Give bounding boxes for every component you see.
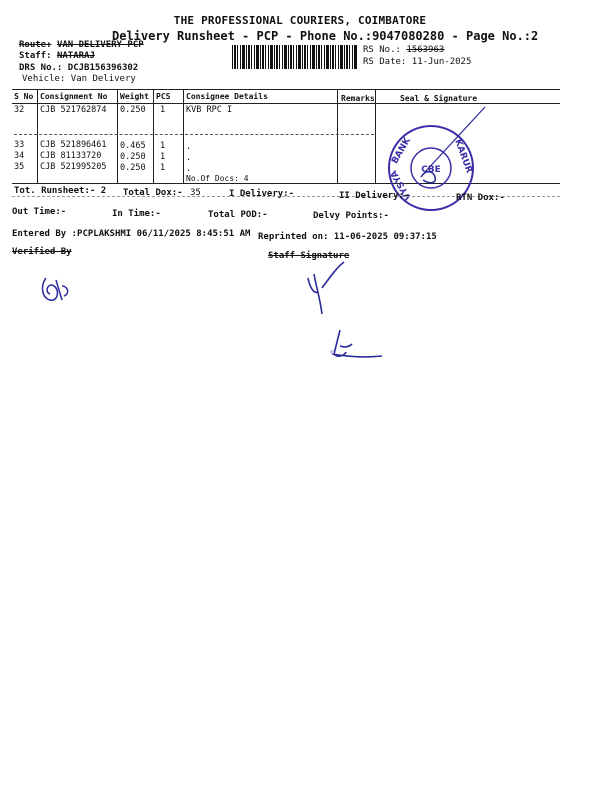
row-pcs: 1 [160, 105, 166, 115]
staff-signature-label: Staff Signature [268, 251, 350, 261]
drs-value: DCJB156396302 [67, 63, 139, 73]
barcode [232, 45, 357, 69]
row-consignment: CJB 521896461 [40, 140, 107, 150]
vehicle-label: Vehicle: [22, 74, 66, 84]
table-top-border [12, 89, 560, 90]
drs-label: DRS No.: [19, 63, 63, 73]
row-weight: 0.465 [120, 141, 146, 151]
vehicle-value: Van Delivery [70, 74, 136, 84]
rs-date-line [363, 57, 471, 67]
verifier-signature [36, 272, 76, 312]
col-header-seal: Seal & Signature [400, 94, 478, 103]
staff-label: Staff: [19, 51, 52, 61]
reprinted-on: Reprinted on: 11-06-2025 09:37:15 [258, 232, 437, 242]
entered-by: Entered By :PCPLAKSHMI 06/11/2025 8:45:51 AM [12, 229, 251, 239]
row-details: . [186, 142, 192, 152]
table-header-border [12, 103, 560, 104]
row-sno: 35 [14, 162, 25, 172]
ii-delivery: II Delivery:- [339, 191, 410, 201]
rs-no-value: 1563963 [406, 45, 445, 55]
row-consignment: CJB 521995205 [40, 162, 107, 172]
total-pod: Total POD:- [208, 210, 268, 220]
svg-text:KARUR: KARUR [452, 138, 474, 175]
col-header-consignment: Consignment No [40, 92, 108, 101]
no-of-docs: No.Of Docs: 4 [186, 174, 249, 183]
col-divider [37, 89, 38, 183]
row-details: KVB RPC I [186, 105, 233, 115]
svg-text:BANK: BANK [390, 136, 413, 166]
staff-line [19, 51, 95, 61]
row-pcs: 1 [160, 152, 166, 162]
row-details: . [186, 164, 192, 174]
col-divider [337, 89, 338, 183]
route-value: VAN DELIVERY PCP [56, 40, 144, 50]
col-header-weight: Weight [120, 92, 149, 101]
col-divider [375, 89, 376, 183]
row-weight: 0.250 [120, 152, 146, 162]
total-dox-label: Total Dox:- [123, 188, 183, 198]
total-dox-value: 35 [190, 188, 201, 198]
staff-signature [300, 258, 350, 318]
col-divider [183, 89, 184, 183]
svg-text:CBE: CBE [421, 165, 441, 175]
in-time: In Time:- [112, 209, 161, 219]
col-header-remarks: Remarks [341, 94, 375, 103]
row-separator [14, 134, 374, 135]
row-weight: 0.250 [120, 105, 146, 115]
col-header-pcs: PCS [156, 92, 171, 101]
vehicle-line [22, 74, 136, 84]
rs-no-line [363, 45, 444, 55]
row-sno: 33 [14, 140, 25, 150]
row-consignment: CJB 81133720 [40, 151, 102, 161]
tot-runsheet: Tot. Runsheet:- 2 [14, 186, 107, 196]
company-title: THE PROFESSIONAL COURIERS, COIMBATORE [173, 14, 427, 27]
staff-value: NATARAJ [56, 51, 95, 61]
col-divider [117, 89, 118, 183]
svg-text:VYSYA: VYSYA [389, 168, 415, 202]
rs-date-value: 11-Jun-2025 [411, 57, 472, 67]
row-pcs: 1 [160, 141, 166, 151]
col-divider [153, 89, 154, 183]
row-consignment: CJB 521762874 [40, 105, 107, 115]
rtn-dox: RTN Dox:- [456, 193, 505, 203]
out-time: Out Time:- [12, 207, 67, 217]
col-header-details: Consignee Details [186, 92, 268, 101]
row-details: . [186, 153, 192, 163]
rs-date-label: RS Date: [363, 57, 407, 67]
i-delivery: I Delivery:- [229, 189, 295, 199]
row-sno: 34 [14, 151, 25, 161]
delvy-points: Delvy Points:- [313, 211, 389, 221]
row-weight: 0.250 [120, 163, 146, 173]
col-header-sno: S No [14, 92, 34, 101]
drs-line [19, 63, 138, 73]
verified-by-label: Verified By [12, 247, 72, 257]
row-pcs: 1 [160, 163, 166, 173]
table-bottom-border [12, 183, 560, 184]
rs-no-label: RS No.: [363, 45, 401, 55]
ink-scribble [320, 326, 390, 366]
row-sno: 32 [14, 105, 25, 115]
route-line [19, 40, 144, 50]
route-label: Route: [19, 40, 52, 50]
runsheet-subtitle: Delivery Runsheet - PCP - Phone No.:9047080280 - Page No.:2 [112, 29, 539, 43]
